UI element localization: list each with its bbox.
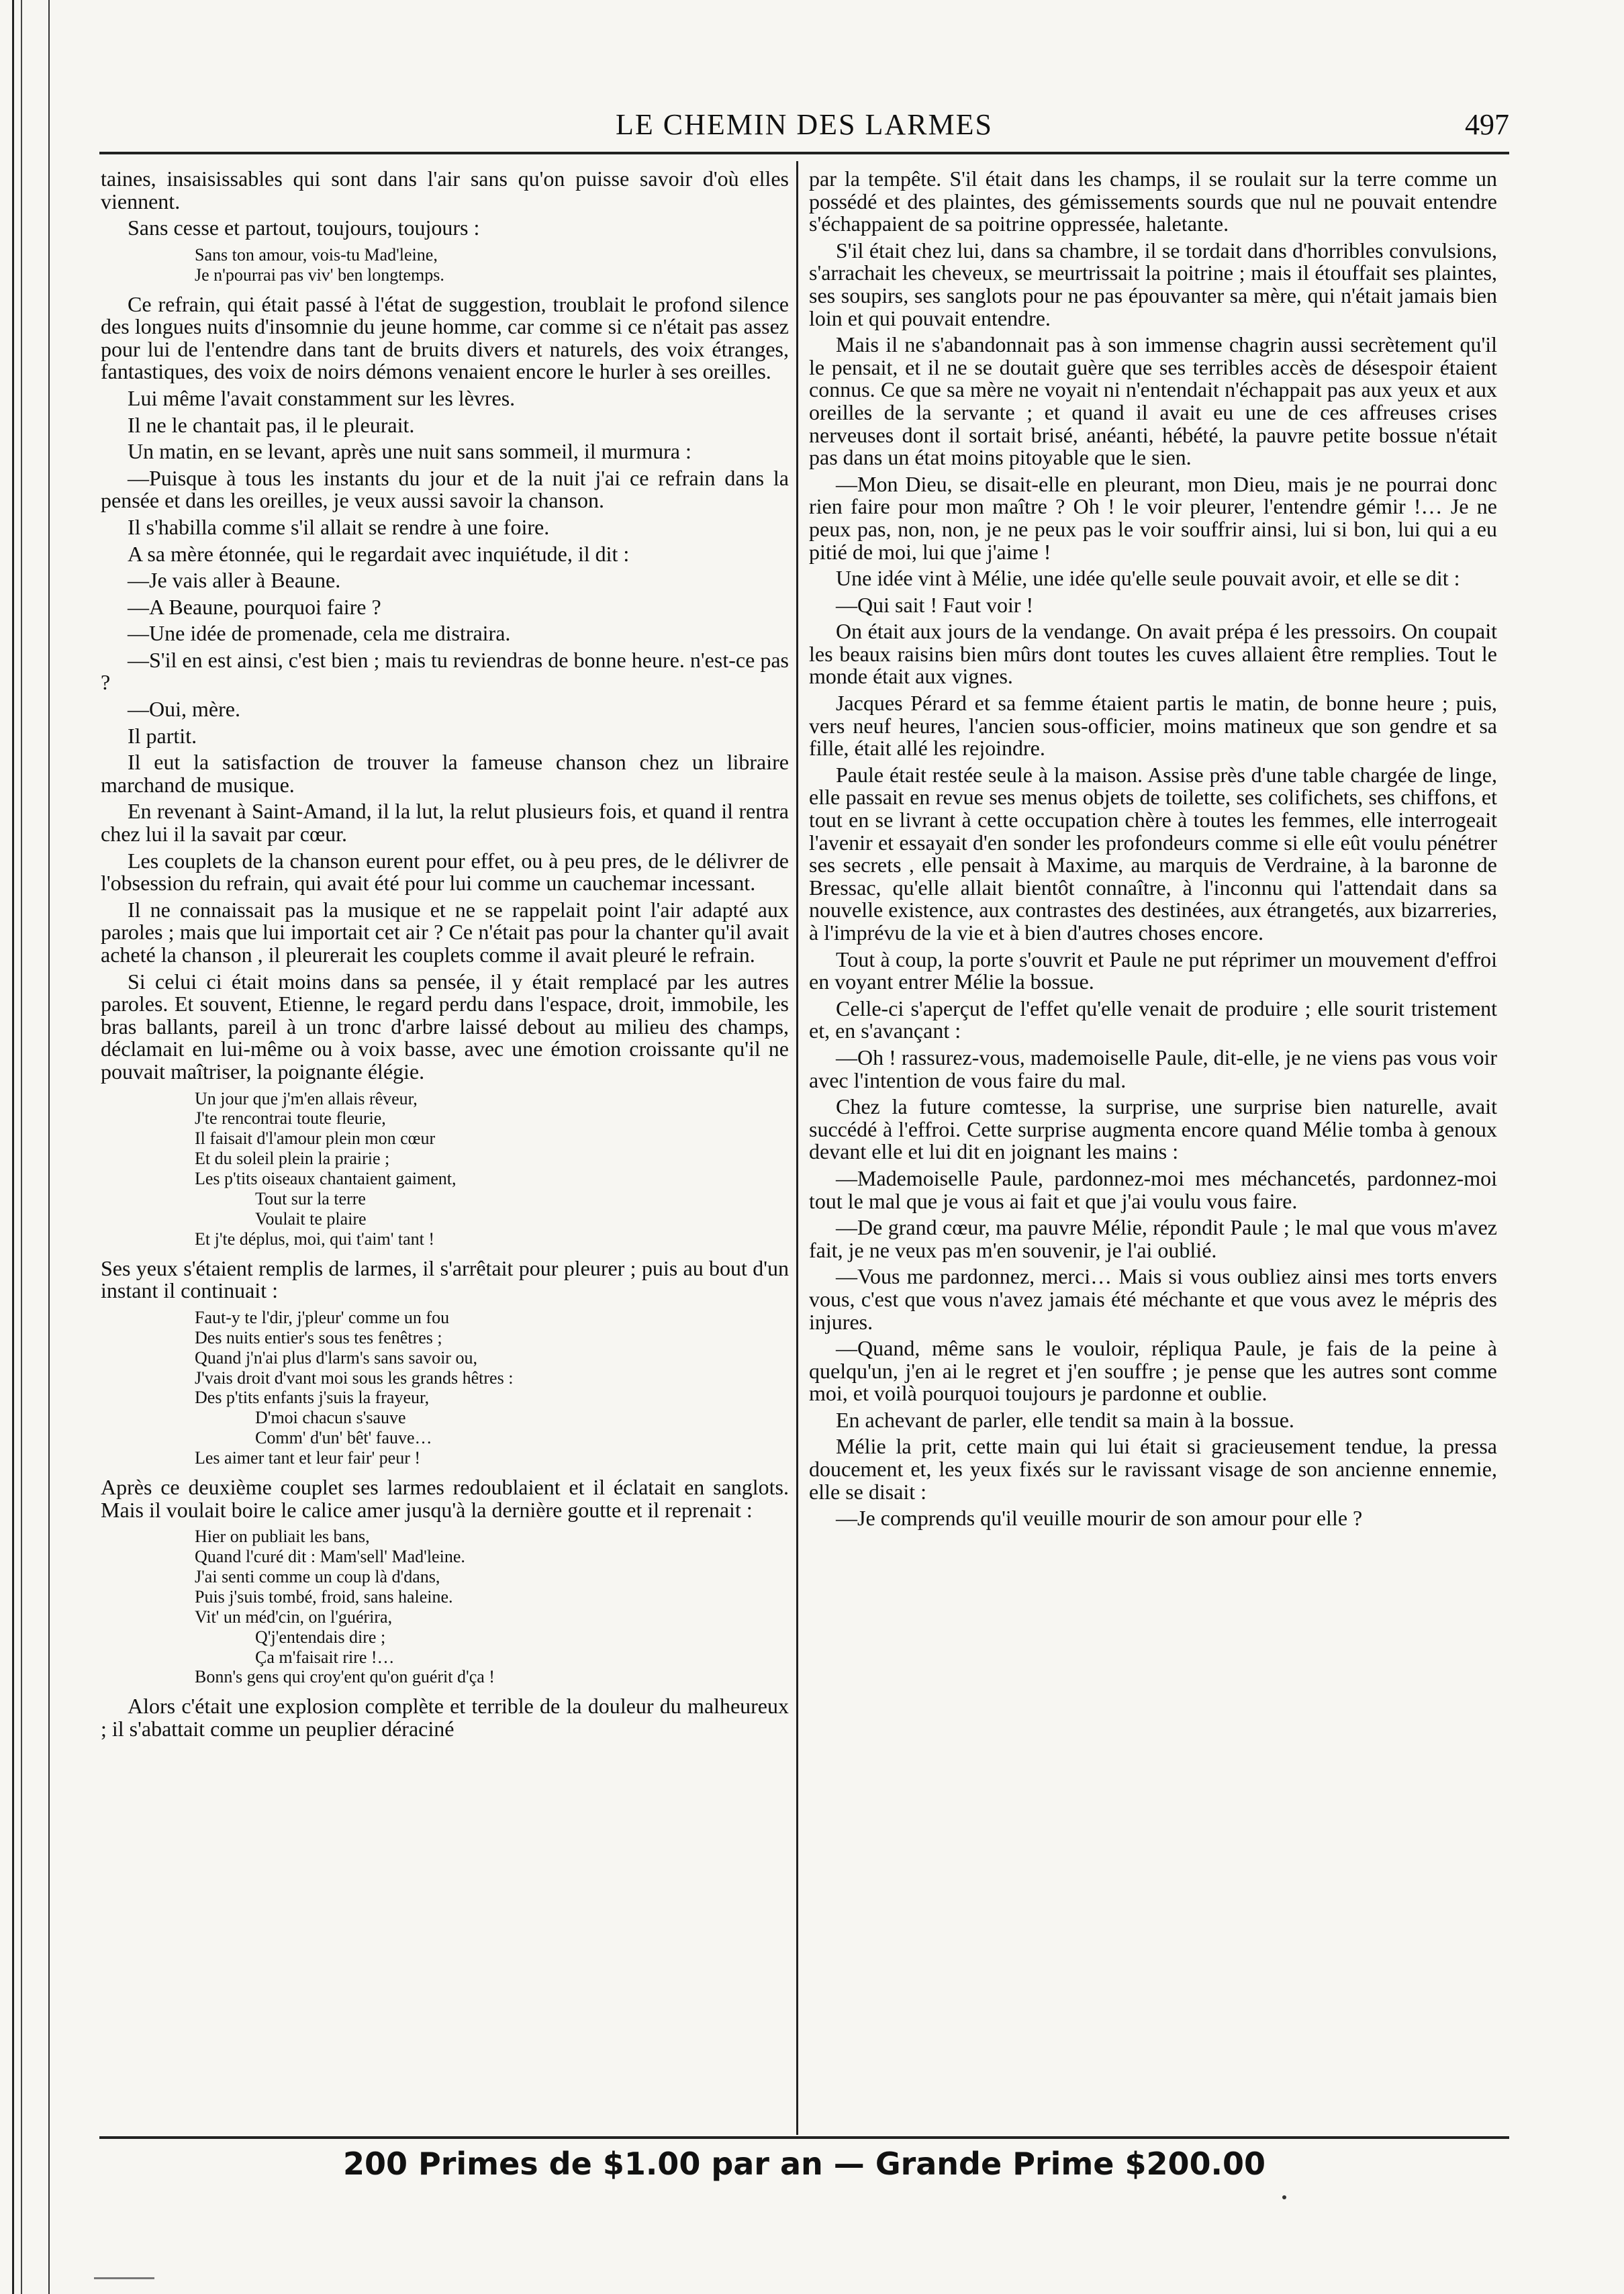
- paragraph: —Oh ! rassurez-vous, mademoiselle Paule, dit-elle, je ne viens pas vous voir avec l'intention de vous faire du mal.: [809, 1045, 1497, 1092]
- verse-line: Puis j'suis tombé, froid, sans haleine.: [195, 1586, 453, 1607]
- paragraph: —Quand, même sans le vouloir, répliqua Paule, je fais de la peine à quelqu'un, j'en ai le regret et j'en souffre ; je pense que les autres sont comme moi, et voilà pourquoi toujours je pardonne et oublie.: [809, 1336, 1497, 1406]
- paragraph: Mais il ne s'abandonnait pas à son immense chagrin aussi secrètement qu'il le pensait, et il ne se doutait guère que ses terribles accès de désespoir étaient connus. Ce que sa mère ne voyait ni n'entendait n'échappait pas aux yeux et aux oreilles de la servante ; et quand il avait eu une de ces affreuses crises nerveuses dont il sortait brisé, anéanti, hébété, la pauvre petite bossue n'était pas dans un état moins pitoyable que le sien.: [809, 332, 1497, 470]
- verse-line: Les p'tits oiseaux chantaient gaiment,: [195, 1169, 457, 1189]
- scan-binding-edge: [12, 0, 22, 2294]
- paragraph: On était aux jours de la vendange. On avait prépa é les pressoirs. On coupait les beaux raisins bien mûrs dont toutes les cuves allaient être remplies. Tout le monde était aux vignes.: [809, 619, 1497, 689]
- paragraph: Alors c'était une explosion complète et terrible de la douleur du malheureux ; il s'abattait comme un peuplier déraciné: [101, 1694, 789, 1741]
- verse-refrain: [101, 245, 789, 285]
- paragraph: Il partit.: [128, 723, 197, 748]
- verse-line: Tout sur la terre: [255, 1189, 366, 1209]
- verse-couplet-3: [101, 1527, 789, 1687]
- header-rule: [99, 152, 1509, 154]
- paragraph: Tout à coup, la porte s'ouvrit et Paule ne put réprimer un mouvement d'effroi en voyant entrer Mélie la bossue.: [809, 947, 1497, 994]
- verse-line: Les aimer tant et leur fair' peur !: [195, 1448, 421, 1468]
- verse-line: Q'j'entendais dire ;: [255, 1627, 386, 1647]
- verse-line: Faut-y te l'dir, j'pleur' comme un fou: [195, 1307, 450, 1327]
- verse-line: Comm' d'un' bêt' fauve…: [255, 1428, 432, 1448]
- verse-couplet-2: [101, 1308, 789, 1468]
- verse-line: D'moi chacun s'sauve: [255, 1408, 406, 1428]
- paragraph: Ses yeux s'étaient remplis de larmes, il s'arrêtait pour pleurer ; puis au bout d'un instant il continuait :: [101, 1255, 789, 1303]
- paragraph: Ce refrain, qui était passé à l'état de suggestion, troublait le profond silence des longues nuits d'insomnie du jeune homme, car comme si ce n'était pas assez pour lui de l'entendre dans tant de bruits divers et naturels, des voix étranges, fantastiques, des voix de noirs démons venaient encore le hurler à ses oreilles.: [101, 291, 789, 384]
- footer-rule: [99, 2136, 1509, 2139]
- paragraph: taines, insaisissables qui sont dans l'air sans qu'on puisse savoir d'où elles viennent.: [101, 168, 789, 213]
- footer-banner: 200 Primes de $1.00 par an — Grande Prime $200.00: [342, 2146, 1266, 2182]
- paragraph: Il ne le chantait pas, il le pleurait.: [128, 412, 415, 437]
- page-number: 497: [1465, 108, 1509, 141]
- verse-line: Et j'te déplus, moi, qui t'aim' tant !: [195, 1229, 435, 1249]
- paragraph: Paule était restée seule à la maison. Assise près d'une table chargée de linge, elle passait en revue ses menus objets de toilette, ses colifichets, ses chiffons, et tout en se livrant à cette occupation chère à toutes les femmes, elle interrogeait l'avenir et essayait d'en sonder les profondeurs comme si elle eût voulu pénétrer ses secrets , elle pensait à Maxime, au marquis de Verdraine, à la baronne de Bressac, qu'elle allait bientôt connaître, à l'inconnu qui l'attendait dans sa nouvelle existence, aux contrastes des destinées, aux étrangetés, aux bizarreries, à l'imprévu de la vie et à bien d'autres choses encore.: [809, 762, 1497, 945]
- verse-couplet-1: [101, 1089, 789, 1249]
- verse-line: Quand j'n'ai plus d'larm's sans savoir ou,: [195, 1347, 477, 1368]
- verse-line: Voulait te plaire: [255, 1208, 367, 1229]
- paragraph: Une idée vint à Mélie, une idée qu'elle seule pouvait avoir, et elle se dit :: [836, 566, 1460, 591]
- paragraph: Il s'habilla comme s'il allait se rendre à une foire.: [128, 514, 550, 539]
- paragraph: Il eut la satisfaction de trouver la fameuse chanson chez un libraire marchand de musique.: [101, 750, 789, 797]
- verse-line: Bonn's gens qui croy'ent qu'on guérit d'ça !: [195, 1667, 495, 1687]
- verse-line: J'ai senti comme un coup là d'dans,: [195, 1566, 440, 1586]
- verse-line: Je n'pourrai pas viv' ben longtemps.: [195, 265, 444, 285]
- paragraph: —Vous me pardonnez, merci… Mais si vous oubliez ainsi mes torts envers vous, c'est que vous n'avez jamais été méchante et que vous avez le mépris des injures.: [809, 1264, 1497, 1334]
- paragraph: —S'il en est ainsi, c'est bien ; mais tu reviendras de bonne heure. n'est-ce pas ?: [101, 647, 789, 695]
- paragraph: Après ce deuxième couplet ses larmes redoublaient et il éclatait en sanglots. Mais il voulait boire le calice amer jusqu'à la dernière goutte et il reprenait :: [101, 1475, 789, 1522]
- paragraph: —Qui sait ! Faut voir !: [836, 592, 1034, 617]
- verse-line: Hier on publiait les bans,: [195, 1527, 370, 1547]
- paragraph: S'il était chez lui, dans sa chambre, il se tordait dans d'horribles convulsions, s'arrachait les cheveux, se meurtrissait la poitrine ; mais il étouffait ses plaintes, ses soupirs, ses sanglots pour ne pas épouvanter sa mère, qui n'était jamais bien loin et qui pouvait entendre.: [809, 238, 1497, 330]
- verse-line: Il faisait d'l'amour plein mon cœur: [195, 1129, 436, 1149]
- paragraph: Si celui ci était moins dans sa pensée, il y était remplacé par les autres paroles. Et souvent, Etienne, le regard perdu dans l'espace, droit, immobile, les bras ballants, pareil à un tronc d'arbre laissé debout au milieu des champs, déclamait en lui-même ou à voix basse, avec une émotion croissante qu'il ne pouvait maîtriser, la poignante élégie.: [101, 969, 789, 1084]
- verse-line: Des p'tits enfants j'suis la frayeur,: [195, 1388, 430, 1408]
- paragraph: Celle-ci s'aperçut de l'effet qu'elle venait de produire ; elle sourit tristement et, en s'avançant :: [809, 996, 1497, 1043]
- ink-smudge: [94, 2277, 154, 2279]
- verse-line: Des nuits entier's sous tes fenêtres ;: [195, 1327, 442, 1347]
- verse-line: Sans ton amour, vois-tu Mad'leine,: [195, 244, 438, 265]
- paragraph: —Puisque à tous les instants du jour et de la nuit j'ai ce refrain dans la pensée et dans les oreilles, je veux aussi savoir la chanson.: [101, 465, 789, 513]
- verse-line: Quand l'curé dit : Mam'sell' Mad'leine.: [195, 1547, 465, 1567]
- left-column: [101, 168, 789, 2128]
- paragraph: Chez la future comtesse, la surprise, une surprise bien naturelle, avait succédé à l'effroi. Cette surprise augmenta encore quand Mélie tomba à genoux devant elle et lui dit en joignant les mains :: [809, 1094, 1497, 1164]
- ink-speck: [1282, 2195, 1286, 2199]
- page-header: [99, 107, 1509, 148]
- scan-margin-line: [48, 0, 50, 2294]
- right-column: [809, 168, 1497, 2128]
- paragraph: par la tempête. S'il était dans les champs, il se roulait sur la terre comme un possédé et des plaintes, des gémissements sourds que nul ne pouvait entendre s'échappaient de sa poitrine oppressée, haletante.: [809, 168, 1497, 236]
- paragraph: —Mon Dieu, se disait-elle en pleurant, mon Dieu, mais je ne pourrai donc rien faire pour mon maître ? Oh ! le voir pleurer, l'entendre gémir !… Je ne peux pas, non, non, je ne peux pas le voir souffrir ainsi, lui si bon, lui qui a eu pitié de moi, lui que j'aime !: [809, 471, 1497, 564]
- paragraph: Il ne connaissait pas la musique et ne se rappelait point l'air adapté aux paroles ; mais que lui importait cet air ? Ce n'était pas pour la chanter qu'il avait acheté la chanson , il pleurerait les couplets comme il avait pleuré le refrain.: [101, 897, 789, 967]
- paragraph: En achevant de parler, elle tendit sa main à la bossue.: [836, 1407, 1294, 1432]
- verse-line: Un jour que j'm'en allais rêveur,: [195, 1088, 418, 1108]
- paragraph: —Mademoiselle Paule, pardonnez-moi mes méchancetés, pardonnez-moi tout le mal que je vous ai fait et que j'ai voulu vous faire.: [809, 1165, 1497, 1213]
- running-title: LE CHEMIN DES LARMES: [616, 108, 993, 141]
- verse-line: Ça m'faisait rire !…: [255, 1647, 395, 1667]
- paragraph: Mélie la prit, cette main qui lui était si gracieusement tendue, la pressa doucement et, les yeux fixés sur le ravissant visage de son ancienne ennemie, elle se disait :: [809, 1434, 1497, 1504]
- paragraph: Jacques Pérard et sa femme étaient partis le matin, de bonne heure ; puis, vers neuf heures, l'ancien sous-officier, moins matineux que son gendre et sa fille, était allé les rejoindre.: [809, 691, 1497, 761]
- verse-line: Et du soleil plein la prairie ;: [195, 1149, 390, 1169]
- paragraph: Les couplets de la chanson eurent pour effet, ou à peu pres, de le délivrer de l'obsession du refrain, qui avait été pour lui comme un cauchemar incessant.: [101, 848, 789, 896]
- verse-line: J'te rencontrai toute fleurie,: [195, 1108, 386, 1129]
- paragraph: —Oui, mère.: [128, 697, 240, 722]
- paragraph: A sa mère étonnée, qui le regardait avec inquiétude, il dit :: [128, 541, 630, 566]
- paragraph: —De grand cœur, ma pauvre Mélie, répondit Paule ; le mal que vous m'avez fait, je ne veux pas m'en souvenir, je l'ai oublié.: [809, 1215, 1497, 1262]
- paragraph: —Je comprends qu'il veuille mourir de son amour pour elle ?: [836, 1506, 1363, 1531]
- paragraph: Lui même l'avait constamment sur les lèvres.: [128, 385, 516, 410]
- paragraph: —A Beaune, pourquoi faire ?: [128, 594, 381, 619]
- column-divider: [796, 161, 798, 2135]
- paragraph: —Une idée de promenade, cela me distraira.: [128, 621, 511, 646]
- paragraph: —Je vais aller à Beaune.: [128, 568, 341, 593]
- paragraph: En revenant à Saint-Amand, il la lut, la relut plusieurs fois, et quand il rentra chez lui il la savait par cœur.: [101, 799, 789, 847]
- paragraph: Un matin, en se levant, après une nuit sans sommeil, il murmura :: [128, 439, 691, 464]
- paragraph: Sans cesse et partout, toujours, toujours :: [128, 216, 480, 240]
- verse-line: Vit' un méd'cin, on l'guérira,: [195, 1607, 393, 1627]
- verse-line: J'vais droit d'vant moi sous les grands hêtres :: [195, 1368, 514, 1388]
